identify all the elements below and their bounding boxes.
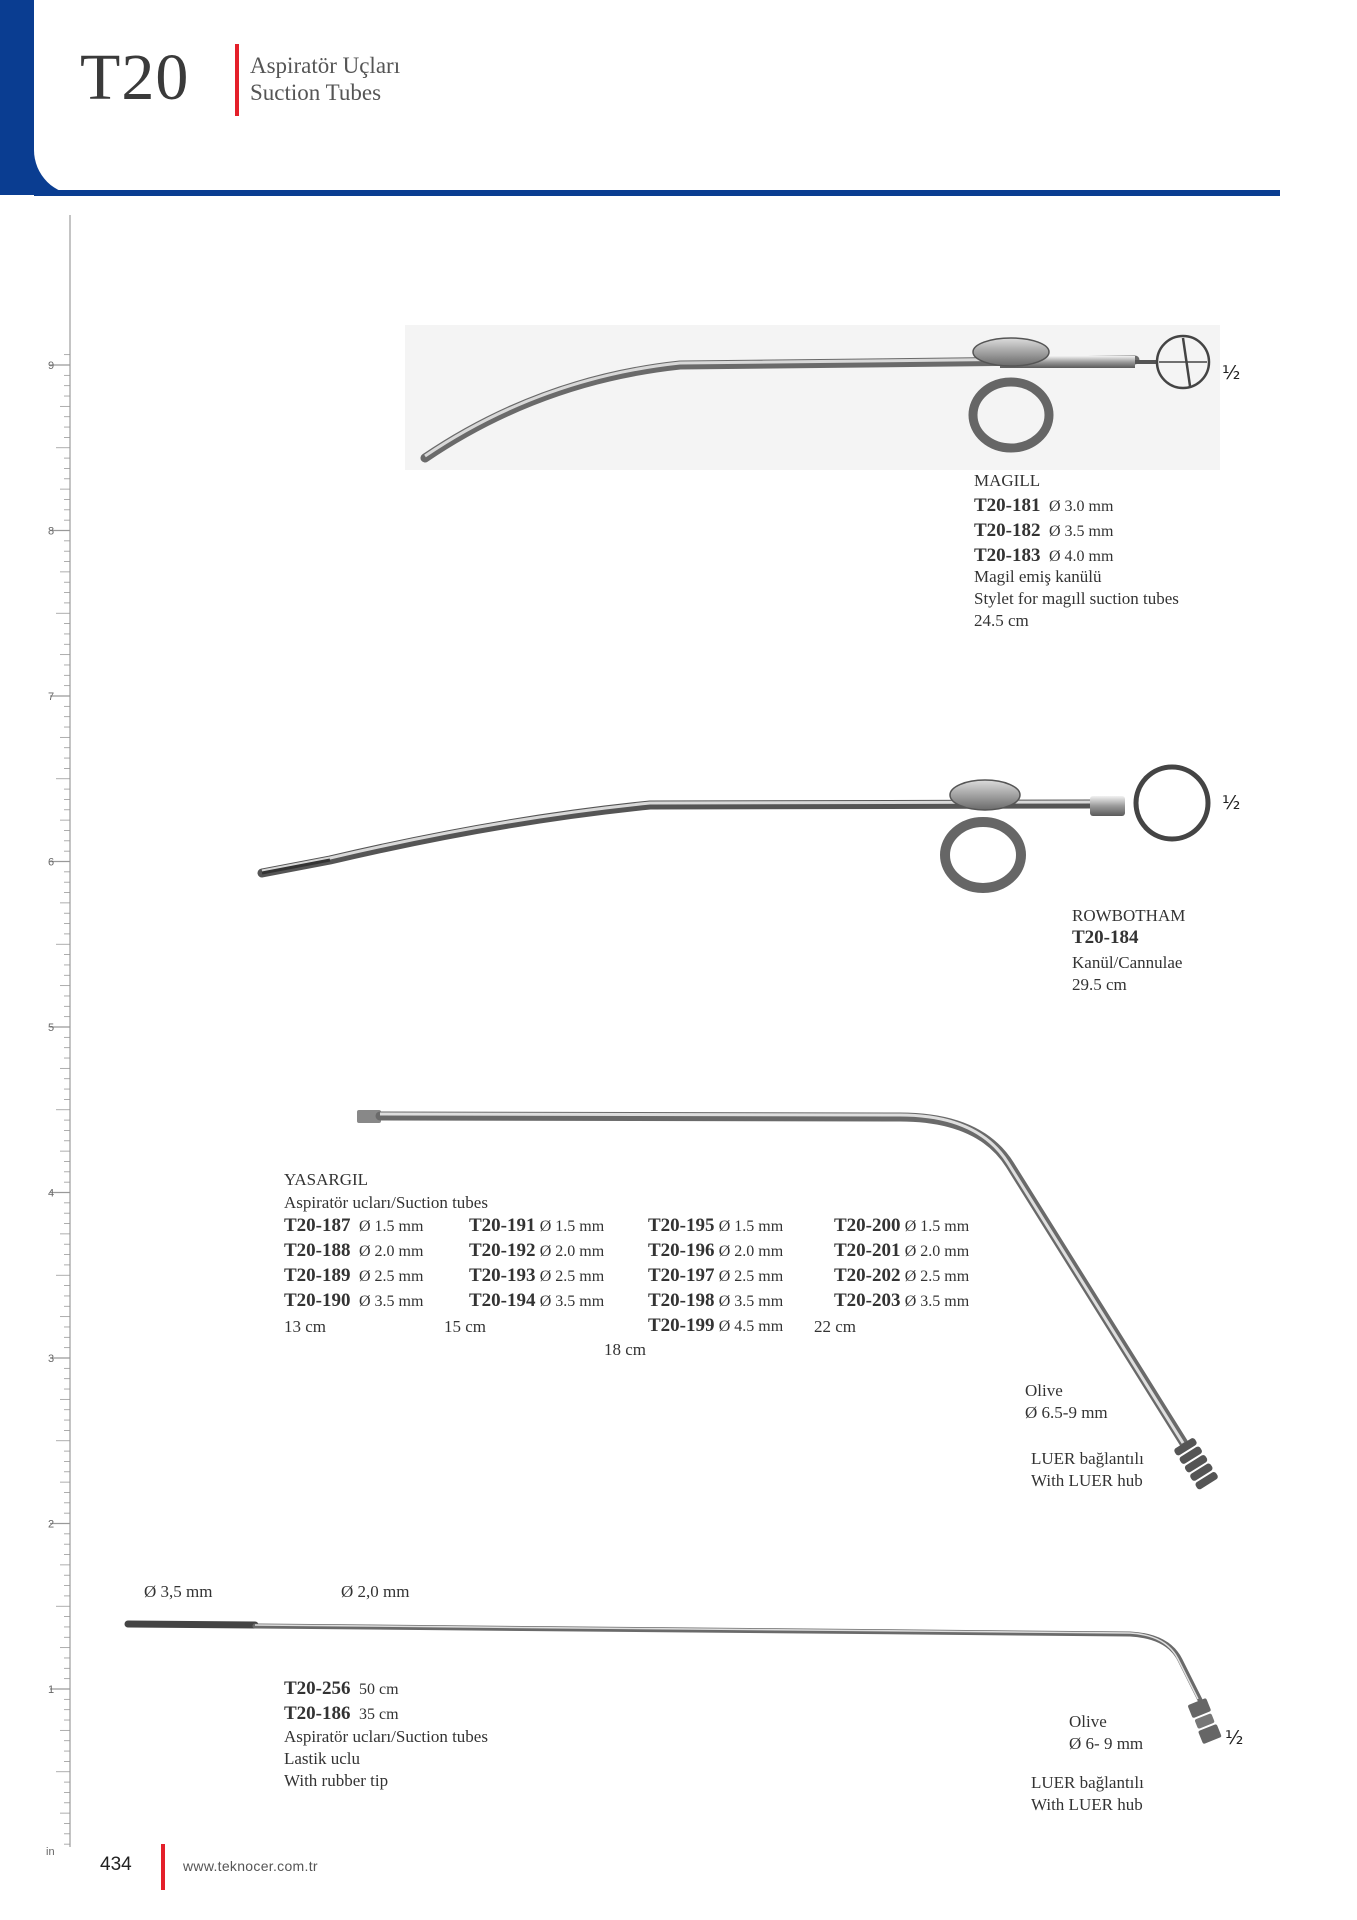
long-tube-luer-tr: LUER bağlantılı bbox=[1031, 1773, 1144, 1792]
product-code: T20-181 bbox=[974, 495, 1041, 516]
diameter: Ø 2.0 mm bbox=[904, 1243, 970, 1260]
yasargil-item bbox=[834, 1290, 969, 1313]
magill-item bbox=[974, 545, 1113, 568]
length: 35 cm bbox=[359, 1706, 399, 1723]
magill-desc-en: Stylet for magıll suction tubes bbox=[974, 589, 1179, 608]
yasargil-item bbox=[469, 1265, 604, 1288]
diameter: Ø 3.5 mm bbox=[359, 1293, 424, 1310]
product-code: T20-195 bbox=[648, 1215, 715, 1236]
diameter: Ø 3.5 mm bbox=[539, 1293, 605, 1310]
diameter: Ø 2.0 mm bbox=[718, 1243, 784, 1260]
yasargil-item bbox=[284, 1265, 423, 1288]
product-code: T20-187 bbox=[284, 1215, 351, 1236]
diameter: Ø 3.0 mm bbox=[1049, 498, 1114, 515]
scale-half-mark: ½ bbox=[1222, 792, 1241, 814]
product-code: T20-197 bbox=[648, 1265, 715, 1286]
yasargil-olive: Olive bbox=[1025, 1381, 1063, 1400]
product-code: T20-182 bbox=[974, 520, 1041, 541]
yasargil-item bbox=[648, 1290, 783, 1313]
rowbotham-cannula-image bbox=[262, 767, 1208, 888]
product-code: T20-186 bbox=[284, 1703, 351, 1724]
diameter: Ø 3.5 mm bbox=[718, 1293, 784, 1310]
ruler-label: 3 bbox=[48, 1353, 55, 1365]
yasargil-olive-diameter: Ø 6.5-9 mm bbox=[1025, 1403, 1108, 1422]
product-code: T20-193 bbox=[469, 1265, 536, 1286]
magill-suction-tube-image bbox=[405, 325, 1220, 470]
diameter: Ø 1.5 mm bbox=[539, 1218, 605, 1235]
rowbotham-desc: Kanül/Cannulae bbox=[1072, 953, 1183, 972]
diameter: Ø 2.0 mm bbox=[359, 1243, 424, 1260]
yasargil-item bbox=[284, 1240, 423, 1263]
diameter: Ø 1.5 mm bbox=[718, 1218, 784, 1235]
diameter: Ø 2.5 mm bbox=[904, 1268, 970, 1285]
product-code: T20-191 bbox=[469, 1215, 536, 1236]
long-tube-tip-en: With rubber tip bbox=[284, 1771, 389, 1790]
diameter: Ø 1.5 mm bbox=[904, 1218, 970, 1235]
yasargil-item bbox=[834, 1265, 969, 1288]
ruler-label: 8 bbox=[48, 525, 55, 538]
diameter: Ø 4.0 mm bbox=[1049, 548, 1114, 565]
yasargil-item bbox=[648, 1315, 783, 1338]
long-tube-olive: Olive bbox=[1069, 1712, 1107, 1731]
yasargil-item bbox=[648, 1265, 783, 1288]
diameter: Ø 1.5 mm bbox=[359, 1218, 424, 1235]
length: 50 cm bbox=[359, 1681, 399, 1698]
long-tube-desc: Aspiratör ucları/Suction tubes bbox=[284, 1727, 488, 1746]
yasargil-desc: Aspiratör ucları/Suction tubes bbox=[284, 1193, 488, 1212]
product-code: T20-201 bbox=[834, 1240, 901, 1261]
yasargil-item bbox=[284, 1290, 423, 1313]
ruler-unit: in bbox=[46, 1846, 55, 1855]
yasargil-item bbox=[284, 1215, 423, 1238]
product-code: T20-184 bbox=[1072, 927, 1139, 948]
footer-red-bar bbox=[161, 1844, 165, 1890]
long-tube-tip-tr: Lastik uclu bbox=[284, 1749, 361, 1768]
scale-half-mark: ½ bbox=[1222, 362, 1241, 384]
ruler-label: 2 bbox=[48, 1518, 55, 1531]
ruler-label: 5 bbox=[48, 1022, 55, 1034]
diameter: Ø 3.5 mm bbox=[904, 1293, 970, 1310]
product-code: T20-188 bbox=[284, 1240, 351, 1261]
ruler-label: 9 bbox=[48, 360, 55, 372]
section-title-en: Suction Tubes bbox=[250, 80, 382, 105]
magill-item bbox=[974, 495, 1113, 518]
yasargil-length: 13 cm bbox=[284, 1317, 327, 1336]
website-link[interactable]: www.teknocer.com.tr bbox=[183, 1858, 318, 1874]
yasargil-length: 22 cm bbox=[814, 1317, 857, 1336]
ruler-label: 6 bbox=[48, 856, 55, 869]
product-code: T20-196 bbox=[648, 1240, 715, 1261]
product-code: T20-183 bbox=[974, 545, 1041, 566]
rowbotham-name: ROWBOTHAM bbox=[1072, 906, 1186, 925]
long-tube-dia-right: Ø 2,0 mm bbox=[341, 1582, 410, 1601]
yasargil-luer-tr: LUER bağlantılı bbox=[1031, 1449, 1144, 1468]
diameter: Ø 4.5 mm bbox=[718, 1318, 784, 1335]
yasargil-item bbox=[469, 1240, 604, 1263]
product-code: T20-198 bbox=[648, 1290, 715, 1311]
magill-desc-tr: Magil emiş kanülü bbox=[974, 567, 1102, 586]
product-code: T20-256 bbox=[284, 1678, 351, 1699]
yasargil-item bbox=[834, 1240, 969, 1263]
diameter: Ø 2.5 mm bbox=[359, 1268, 424, 1285]
yasargil-item bbox=[648, 1215, 783, 1238]
long-tube-dia-left: Ø 3,5 mm bbox=[144, 1582, 213, 1601]
diameter: Ø 2.5 mm bbox=[539, 1268, 605, 1285]
product-code: T20-189 bbox=[284, 1265, 351, 1286]
product-code: T20-200 bbox=[834, 1215, 901, 1236]
rowbotham-length: 29.5 cm bbox=[1072, 975, 1127, 994]
diameter: Ø 2.5 mm bbox=[718, 1268, 784, 1285]
product-code: T20-202 bbox=[834, 1265, 901, 1286]
ruler-label: 7 bbox=[48, 691, 55, 703]
scale-half-mark: ½ bbox=[1225, 1727, 1244, 1749]
yasargil-luer-en: With LUER hub bbox=[1031, 1471, 1143, 1490]
product-code: T20-192 bbox=[469, 1240, 536, 1261]
yasargil-item bbox=[469, 1215, 604, 1238]
magill-name: MAGILL bbox=[974, 471, 1041, 490]
diameter: Ø 2.0 mm bbox=[539, 1243, 605, 1260]
product-code: T20-199 bbox=[648, 1315, 715, 1336]
magill-item bbox=[974, 520, 1113, 543]
ruler-label: 4 bbox=[48, 1187, 55, 1200]
product-code: T20-194 bbox=[469, 1290, 536, 1311]
yasargil-length: 15 cm bbox=[444, 1317, 487, 1336]
ruler-label: 1 bbox=[48, 1684, 55, 1696]
long-tube-luer-en: With LUER hub bbox=[1031, 1795, 1143, 1814]
yasargil-item bbox=[469, 1290, 604, 1313]
yasargil-name: YASARGIL bbox=[284, 1170, 369, 1189]
yasargil-length: 18 cm bbox=[604, 1340, 647, 1359]
magill-length: 24.5 cm bbox=[974, 611, 1029, 630]
long-tube-olive-diameter: Ø 6- 9 mm bbox=[1069, 1734, 1144, 1753]
yasargil-item bbox=[834, 1215, 969, 1238]
diameter: Ø 3.5 mm bbox=[1049, 523, 1114, 540]
section-title-tr: Aspiratör Uçları bbox=[250, 53, 401, 78]
page-number: 434 bbox=[100, 1854, 132, 1875]
long-tube-item bbox=[284, 1703, 399, 1726]
section-code: T20 bbox=[80, 41, 190, 114]
product-code: T20-203 bbox=[834, 1290, 901, 1311]
long-tube-item bbox=[284, 1678, 399, 1701]
product-code: T20-190 bbox=[284, 1290, 351, 1311]
yasargil-item bbox=[648, 1240, 783, 1263]
